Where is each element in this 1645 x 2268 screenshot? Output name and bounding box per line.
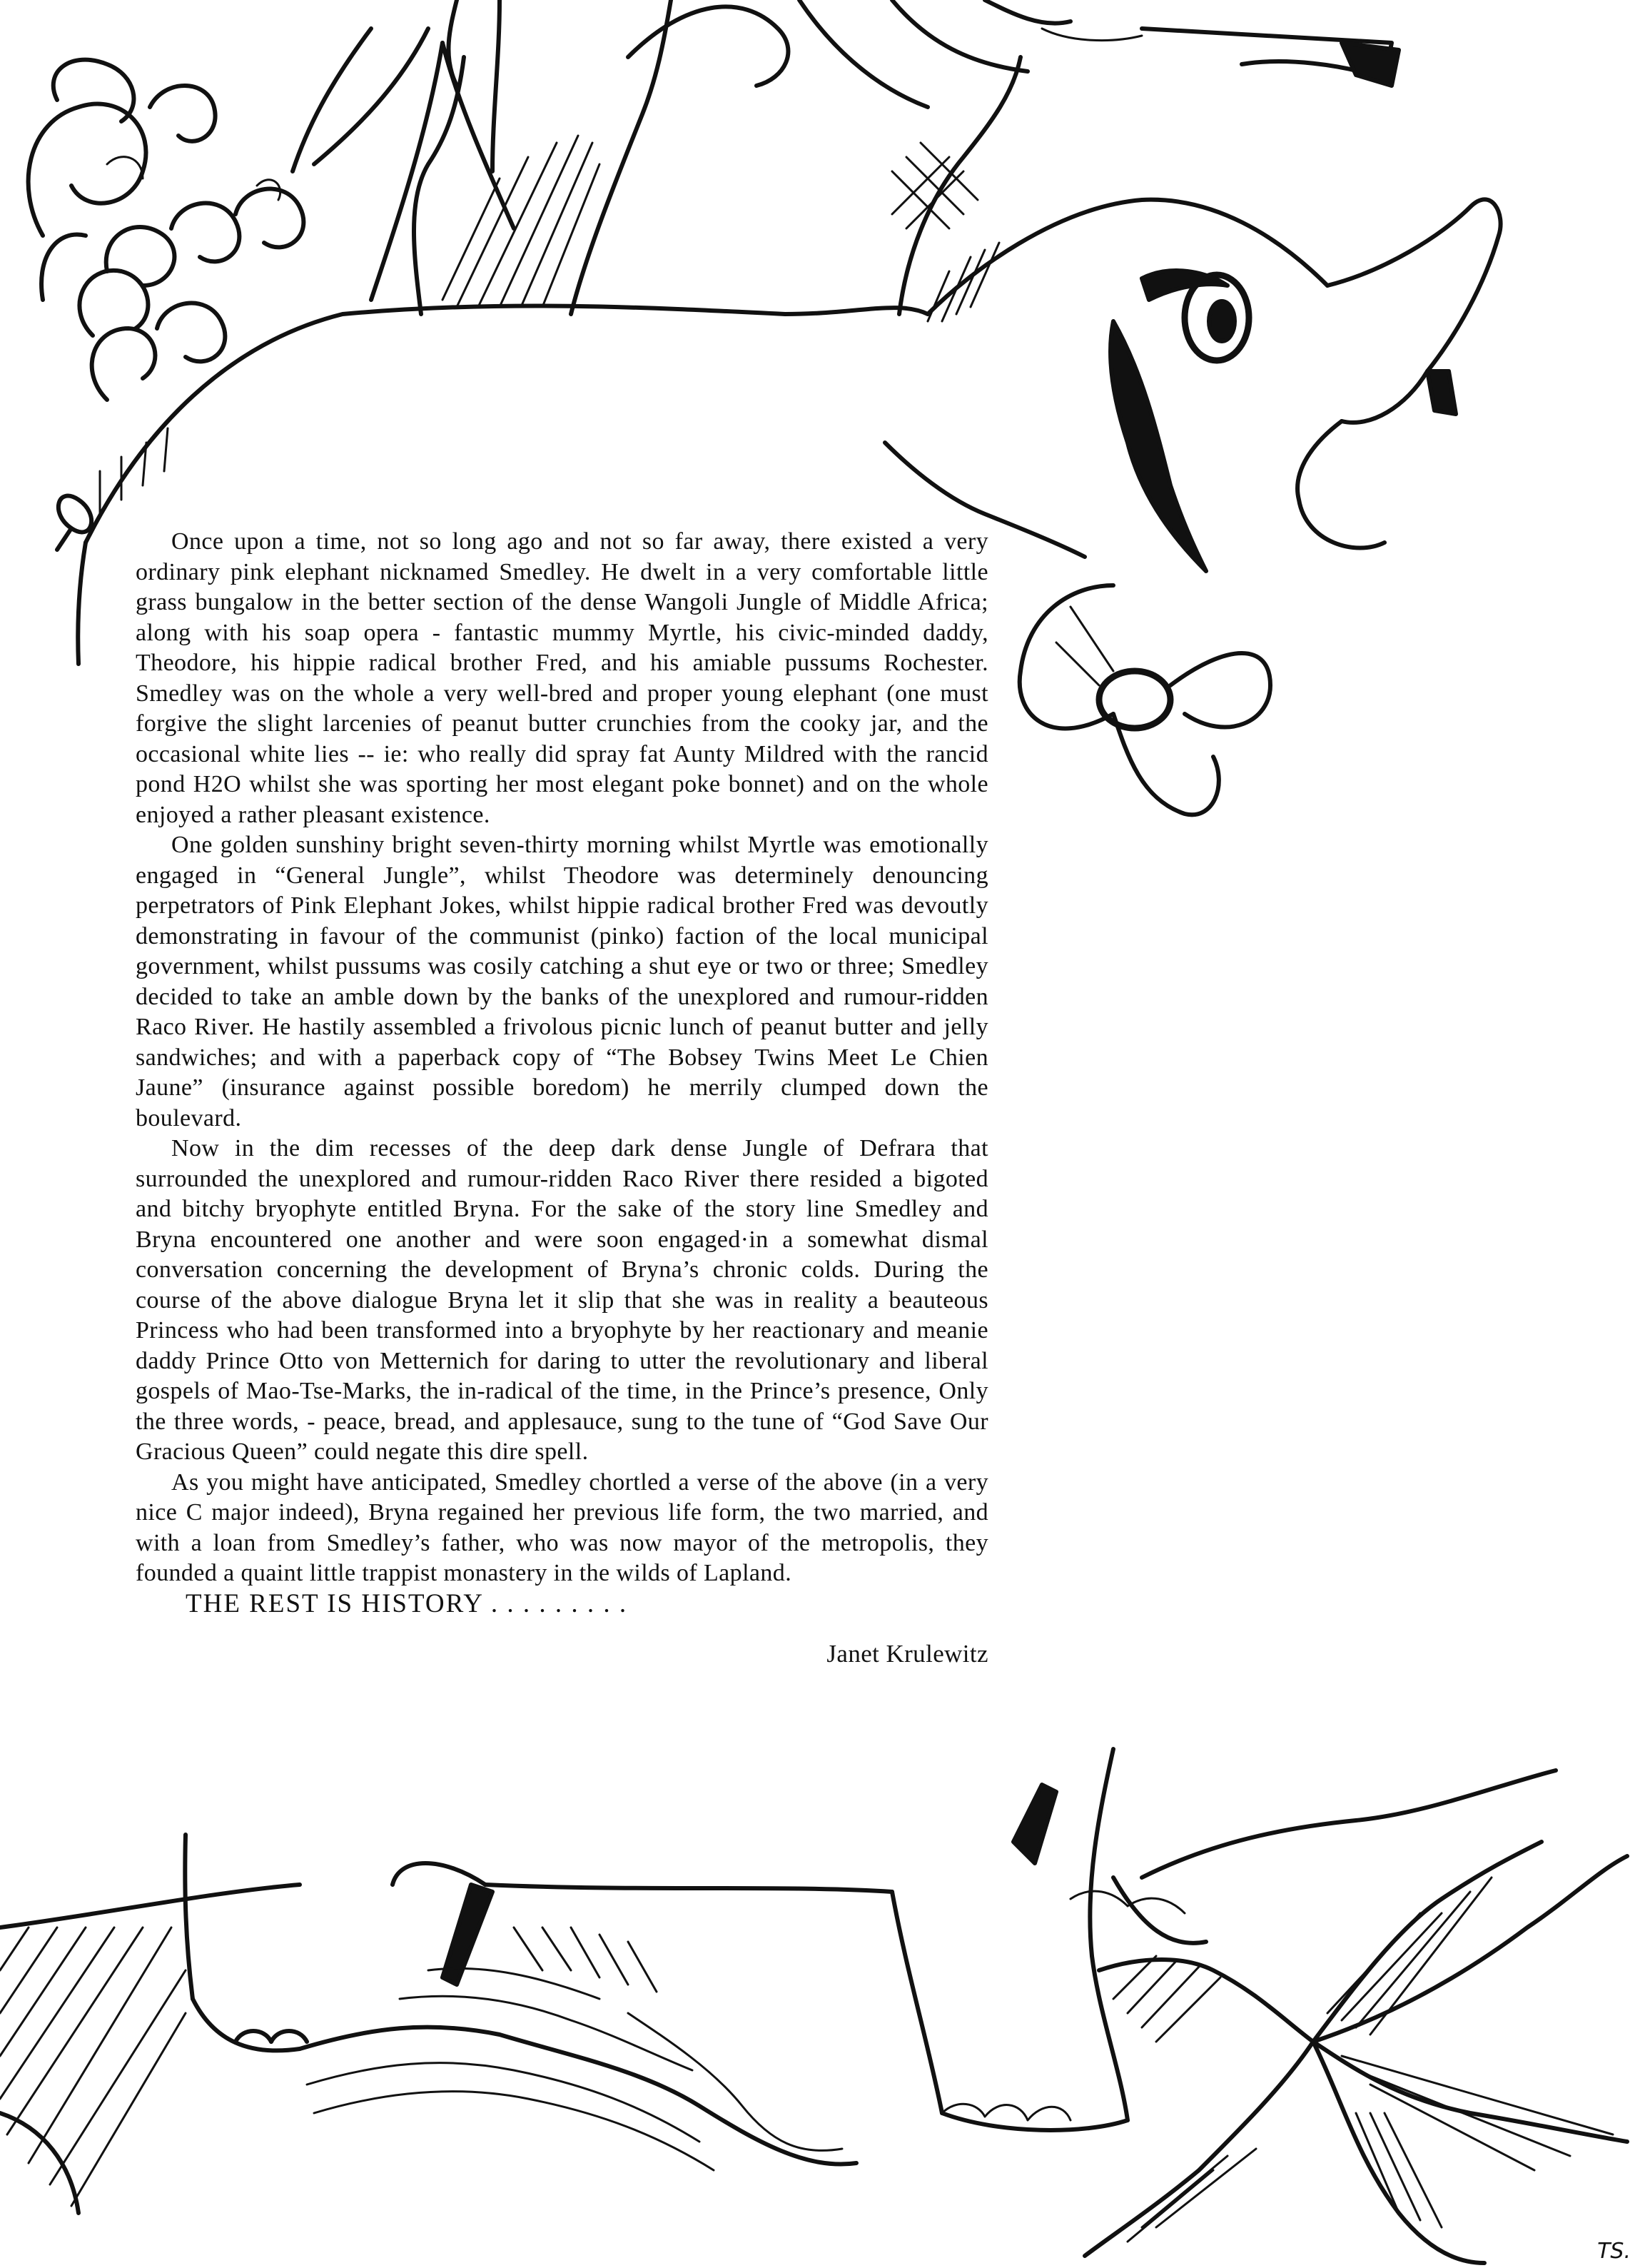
- story-paragraph: As you might have anticipated, Smedley chortled a verse of the above (in a very nice C major indeed), Bryna regained her previous life form, the two married, and with a loan from Smedley’s father, who was now mayor of the metropolis, they founded a quaint little trappist monastery in the wilds of Lapland.: [136, 1468, 988, 1586]
- story-paragraph: One golden sunshiny bright seven-thirty morning whilst Myrtle was emotionally engaged in “General Jungle”, whilst Theodore was determinely denouncing perpetrators of Pink Elephant Jokes, whilst hippie radical brother Fred was devoutly demonstrating in favour of the communist (pinko) faction of the local municipal government, whilst pussums was cosily catching a shut eye or two or three; Smedley decided to take an amble down by the banks of the unexplored and rumour-ridden Raco River. He hastily assembled a frivolous picnic lunch of peanut butter and jelly sandwiches; and with a paperback copy of “The Bobsey Twins Meet Le Chien Jaune” (insurance against possible boredom) he merrily clumped down the boulevard.: [136, 832, 988, 1132]
- closing-line: THE REST IS HISTORY . . . . . . . . .: [186, 1588, 628, 1618]
- story-paragraph: Now in the dim recesses of the deep dark dense Jungle of Defrara that surrounded the unexplored and rumour-ridden Raco River there resided a bigoted and bitchy bryophyte entitled Bryna. For the sake of the story line Smedley and Bryna encountered one another and were soon engaged·in a somewhat dismal conversation concerning the development of Bryna’s chronic colds. During the course of the above dialogue Bryna let it slip that she was in reality a beauteous Princess who had been transformed into a bryophyte by her reactionary and meanie daddy Prince Otto von Metternich for daring to utter the revolutionary and liberal gospels of Mao-Tse-Marks, the in-radical of the time, in the Prince’s presence, Only the three words, - peace, bread, and applesauce, sung to the tune of “God Save Our Gracious Queen” could negate this dire spell.: [136, 1135, 988, 1465]
- bottom-ground-drawing: [0, 1749, 1627, 2263]
- story-paragraph: Once upon a time, not so long ago and not so far away, there existed a very ordinary pink elephant nicknamed Smedley. He dwelt in a very comfortable little grass bungalow in the better section of the dense Wangoli Jungle of Middle Africa; along with his soap opera - fantastic mummy Myrtle, his civic-minded daddy, Theodore, his hippie radical brother Fred, and his amiable pussums Rochester. Smedley was on the whole a very well-bred and proper young elephant (one must forgive the slight larcenies of peanut butter crunchies from the cooky jar, and the occasional white lies -- ie: who really did spray fat Aunty Mildred with the rancid pond H2O whilst she was sporting her most elegant poke bonnet) and on the whole enjoyed a rather pleasant existence.: [136, 528, 988, 828]
- artist-initials: TS.: [1597, 2239, 1631, 2264]
- top-foliage-drawing: [29, 0, 1399, 400]
- author-name: Janet Krulewitz: [826, 1640, 988, 1668]
- story-text: [136, 527, 988, 1670]
